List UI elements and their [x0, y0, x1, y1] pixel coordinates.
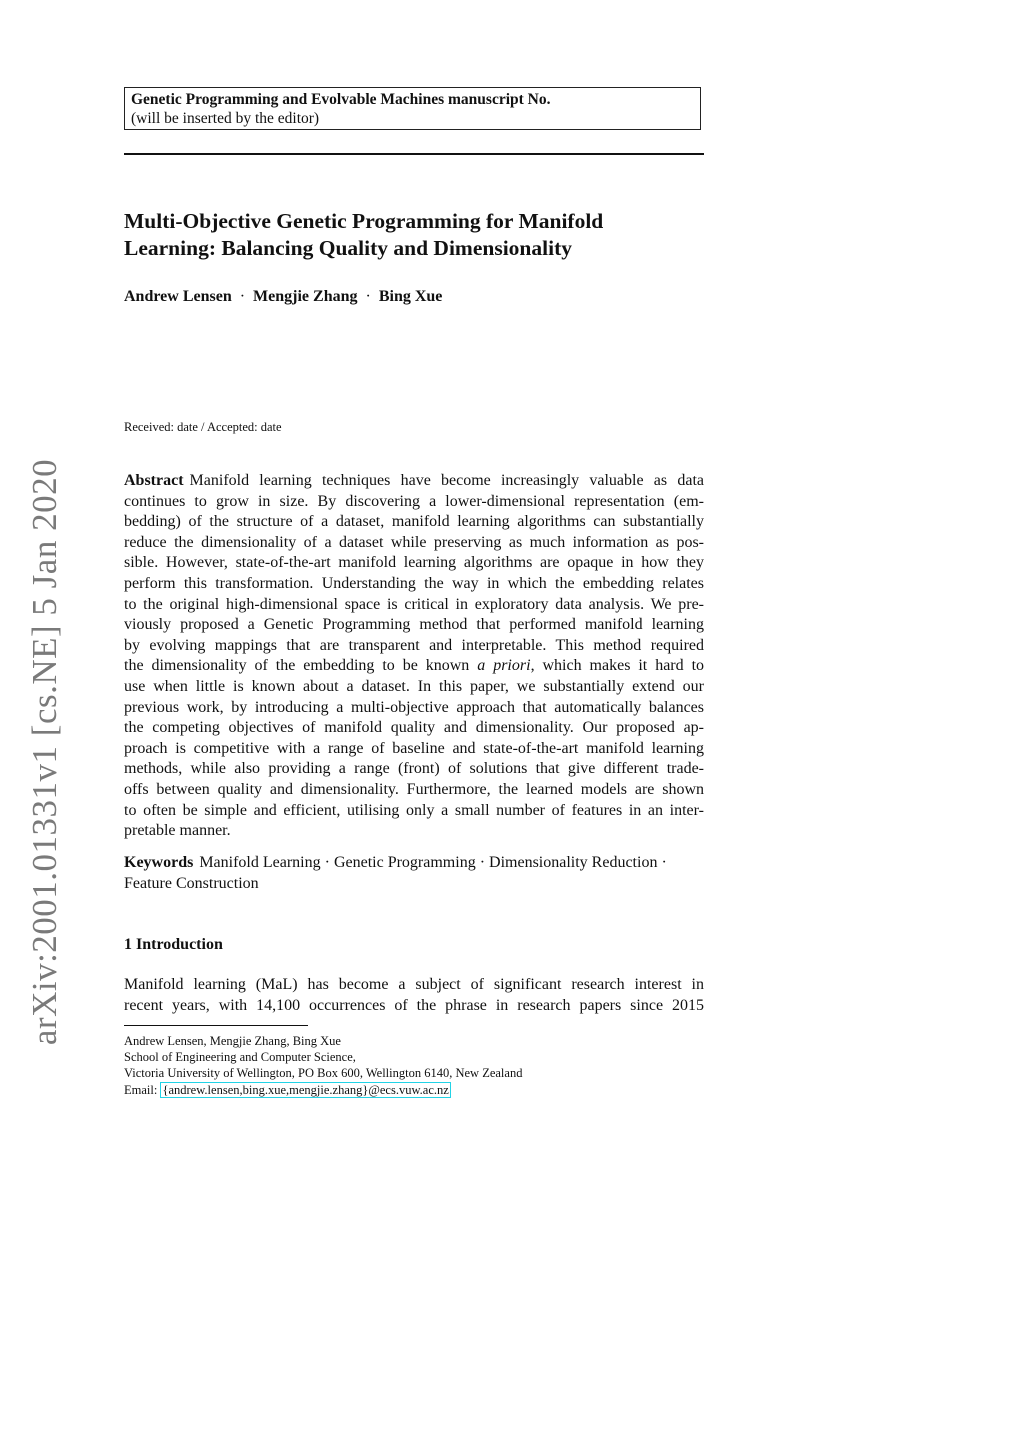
author-name: Mengjie Zhang: [253, 288, 358, 305]
author-name: Bing Xue: [378, 288, 443, 305]
paper-title: [124, 208, 704, 262]
abstract-line: viously proposed a Genetic Programming method that performed manifold learning: [124, 616, 704, 634]
abstract-line: to the original high-dimensional space is critical in exploratory data analysis. We pre-: [124, 595, 704, 613]
abstract-line: offs between quality and dimensionality. Furthermore, the learned models are shown: [124, 780, 704, 798]
abstract-line: perform this transformation. Understanding the way in which the embedding relates: [124, 574, 704, 592]
arxiv-stamp-text: arXiv:2001.01331v1 [cs.NE] 5 Jan 2020: [25, 458, 64, 1046]
author-name: Andrew Lensen: [124, 288, 232, 305]
abstract-line: previous work, by introducing a multi-objective approach that automatically balances: [124, 698, 704, 716]
abstract-line: by evolving mappings that are transparent and interpretable. This method required: [124, 636, 704, 654]
footnote-university: Victoria University of Wellington, PO Box 600, Wellington 6140, New Zealand: [124, 1066, 523, 1081]
author-separator: ·: [239, 288, 246, 305]
abstract-line: pretable manner.: [124, 822, 231, 840]
keywords-line: Feature Construction: [124, 874, 259, 892]
abstract-line: the competing objectives of manifold quality and dimensionality. Our proposed ap-: [124, 719, 704, 737]
journal-header-box: [124, 87, 701, 130]
header-rule: [124, 153, 704, 155]
abstract-line: proach is competitive with a range of baseline and state-of-the-art manifold learning: [124, 739, 704, 757]
keywords-label: Keywords: [124, 854, 194, 871]
author-separator: ·: [365, 288, 371, 305]
abstract-line: the dimensionality of the embedding to be known a priori, which makes it hard to: [124, 657, 705, 675]
abstract-line: continues to grow in size. By discovering a lower-dimensional representation (em-: [124, 492, 704, 510]
footnote-email-line: [124, 1082, 704, 1098]
title-line-1: Multi-Objective Genetic Programming for Manifold: [124, 209, 604, 233]
abstract-line: sible. However, state-of-the-art manifold learning algorithms are opaque in how they: [124, 554, 704, 572]
abstract-line: use when little is known about a dataset. In this paper, we substantially extend our: [124, 677, 704, 695]
journal-name: Genetic Programming and Evolvable Machines manuscript No.: [131, 91, 551, 108]
author-affiliation-footnote: [124, 1033, 704, 1098]
italic-phrase: a priori: [477, 657, 531, 675]
email-label: Email:: [124, 1082, 158, 1097]
abstract: [124, 471, 704, 842]
abstract-line: bedding) of the structure of a dataset, manifold learning algorithms can substantially: [124, 513, 704, 531]
keywords: [124, 853, 704, 894]
footnote-rule: [124, 1025, 308, 1026]
footnote-school: School of Engineering and Computer Science,: [124, 1050, 356, 1065]
introduction-body: [124, 975, 704, 1016]
abstract-line: Abstract Manifold learning techniques have become increasingly valuable as data: [124, 472, 704, 489]
abstract-label: Abstract: [124, 472, 184, 489]
footnote-authors: Andrew Lensen, Mengjie Zhang, Bing Xue: [124, 1034, 341, 1048]
introduction-line: Manifold learning (MaL) has become a subject of significant research interest in: [124, 976, 704, 993]
email-link[interactable]: {andrew.lensen,bing.xue,mengjie.zhang}@ecs.vuw.ac.nz: [162, 1082, 449, 1097]
keywords-line: Keywords Manifold Learning · Genetic Programming · Dimensionality Reduction ·: [124, 854, 667, 871]
manuscript-note: (will be inserted by the editor): [131, 110, 320, 127]
introduction-line: recent years, with 14,100 occurrences of the phrase in research papers since 2015: [124, 996, 704, 1014]
section-heading-introduction: 1 Introduction: [124, 936, 223, 953]
title-line-2: Learning: Balancing Quality and Dimensionality: [124, 236, 572, 260]
received-date: Received: date / Accepted: date: [124, 420, 282, 434]
author-list: [124, 288, 442, 306]
abstract-line: to often be simple and efficient, utilising only a small number of features in an inter-: [124, 801, 704, 819]
abstract-line: reduce the dimensionality of a dataset while preserving as much information as pos-: [124, 533, 704, 551]
abstract-line: methods, while also providing a range (front) of solutions that give different trade-: [124, 760, 704, 778]
